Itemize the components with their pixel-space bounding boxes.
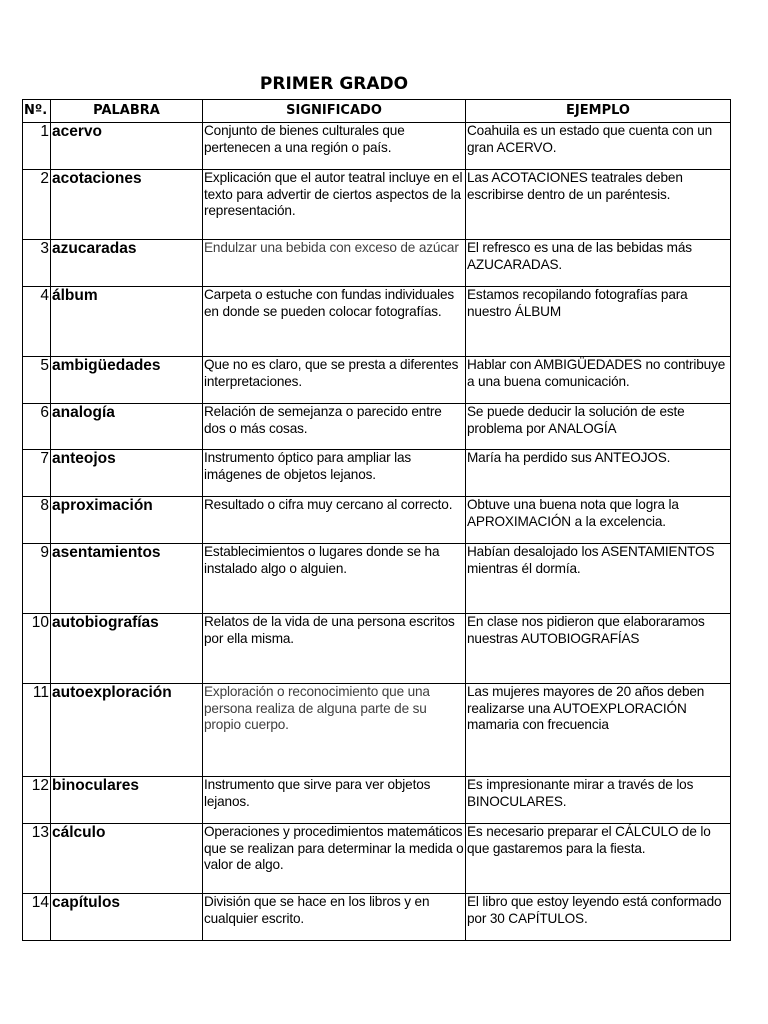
row-number: 14	[23, 894, 51, 941]
row-number: 9	[23, 544, 51, 614]
table-row	[23, 544, 731, 614]
row-meaning: Resultado o cifra muy cercano al correcto.	[203, 497, 466, 544]
row-example: El libro que estoy leyendo está conformado por 30 CAPÍTULOS.	[466, 894, 731, 941]
row-meaning: Carpeta o estuche con fundas individuales en donde se pueden colocar fotografías.	[203, 287, 466, 357]
row-number: 13	[23, 824, 51, 894]
row-word: autobiografías	[51, 614, 203, 684]
row-word: autoexploración	[51, 684, 203, 777]
row-word: aproximación	[51, 497, 203, 544]
row-example: Es necesario preparar el CÁLCULO de lo que gastaremos para la fiesta.	[466, 824, 731, 894]
vocabulary-table	[22, 99, 731, 941]
table-row	[23, 614, 731, 684]
row-example: Coahuila es un estado que cuenta con un gran ACERVO.	[466, 123, 731, 170]
row-number: 6	[23, 404, 51, 450]
row-word: asentamientos	[51, 544, 203, 614]
row-example: En clase nos pidieron que elaboraramos nuestras AUTOBIOGRAFÍAS	[466, 614, 731, 684]
row-number: 10	[23, 614, 51, 684]
row-number: 12	[23, 777, 51, 824]
row-example: Es impresionante mirar a través de los BINOCULARES.	[466, 777, 731, 824]
table-row	[23, 497, 731, 544]
header-example: EJEMPLO	[466, 100, 731, 123]
row-word: azucaradas	[51, 240, 203, 287]
row-number: 8	[23, 497, 51, 544]
header-meaning: SIGNIFICADO	[203, 100, 466, 123]
row-meaning: Establecimientos o lugares donde se ha instalado algo o alguien.	[203, 544, 466, 614]
page-title: PRIMER GRADO	[259, 74, 409, 94]
row-example: María ha perdido sus ANTEOJOS.	[466, 450, 731, 497]
table-row	[23, 123, 731, 170]
table-row	[23, 357, 731, 404]
row-word: binoculares	[51, 777, 203, 824]
row-meaning: Endulzar una bebida con exceso de azúcar	[203, 240, 466, 287]
row-meaning: Explicación que el autor teatral incluye en el texto para advertir de ciertos aspectos de la representación.	[203, 170, 466, 240]
table-row	[23, 287, 731, 357]
row-word: cálculo	[51, 824, 203, 894]
row-meaning: Instrumento óptico para ampliar las imágenes de objetos lejanos.	[203, 450, 466, 497]
row-word: acervo	[51, 123, 203, 170]
row-number: 7	[23, 450, 51, 497]
row-example: Obtuve una buena nota que logra la APROXIMACIÓN a la excelencia.	[466, 497, 731, 544]
row-number: 11	[23, 684, 51, 777]
row-meaning: Instrumento que sirve para ver objetos lejanos.	[203, 777, 466, 824]
table-row	[23, 170, 731, 240]
table-row	[23, 450, 731, 497]
row-meaning: División que se hace en los libros y en cualquier escrito.	[203, 894, 466, 941]
row-number: 2	[23, 170, 51, 240]
row-example: Hablar con AMBIGÜEDADES no contribuye a una buena comunicación.	[466, 357, 731, 404]
row-meaning: Relatos de la vida de una persona escritos por ella misma.	[203, 614, 466, 684]
table-row	[23, 684, 731, 777]
row-example: Se puede deducir la solución de este problema por ANALOGÍA	[466, 404, 731, 450]
row-word: analogía	[51, 404, 203, 450]
row-meaning: Operaciones y procedimientos matemáticos que se realizan para determinar la medida o valor de algo.	[203, 824, 466, 894]
table-header-row	[23, 100, 731, 123]
row-word: acotaciones	[51, 170, 203, 240]
table-row	[23, 777, 731, 824]
table-row	[23, 240, 731, 287]
row-meaning: Que no es claro, que se presta a diferentes interpretaciones.	[203, 357, 466, 404]
row-meaning: Conjunto de bienes culturales que pertenecen a una región o país.	[203, 123, 466, 170]
row-word: ambigüedades	[51, 357, 203, 404]
row-example: Las ACOTACIONES teatrales deben escribirse dentro de un paréntesis.	[466, 170, 731, 240]
row-example: Estamos recopilando fotografías para nuestro ÁLBUM	[466, 287, 731, 357]
header-word: PALABRA	[51, 100, 203, 123]
row-meaning: Exploración o reconocimiento que una persona realiza de alguna parte de su propio cuerpo.	[203, 684, 466, 777]
table-row	[23, 824, 731, 894]
row-meaning: Relación de semejanza o parecido entre dos o más cosas.	[203, 404, 466, 450]
table-row	[23, 404, 731, 450]
row-word: anteojos	[51, 450, 203, 497]
row-example: Las mujeres mayores de 20 años deben realizarse una AUTOEXPLORACIÓN mamaria con frecuencia	[466, 684, 731, 777]
row-example: Habían desalojado los ASENTAMIENTOS mientras él dormía.	[466, 544, 731, 614]
table-row	[23, 894, 731, 941]
row-number: 4	[23, 287, 51, 357]
row-word: capítulos	[51, 894, 203, 941]
row-number: 5	[23, 357, 51, 404]
row-example: El refresco es una de las bebidas más AZUCARADAS.	[466, 240, 731, 287]
header-number: Nº.	[23, 100, 51, 123]
row-word: álbum	[51, 287, 203, 357]
row-number: 3	[23, 240, 51, 287]
row-number: 1	[23, 123, 51, 170]
